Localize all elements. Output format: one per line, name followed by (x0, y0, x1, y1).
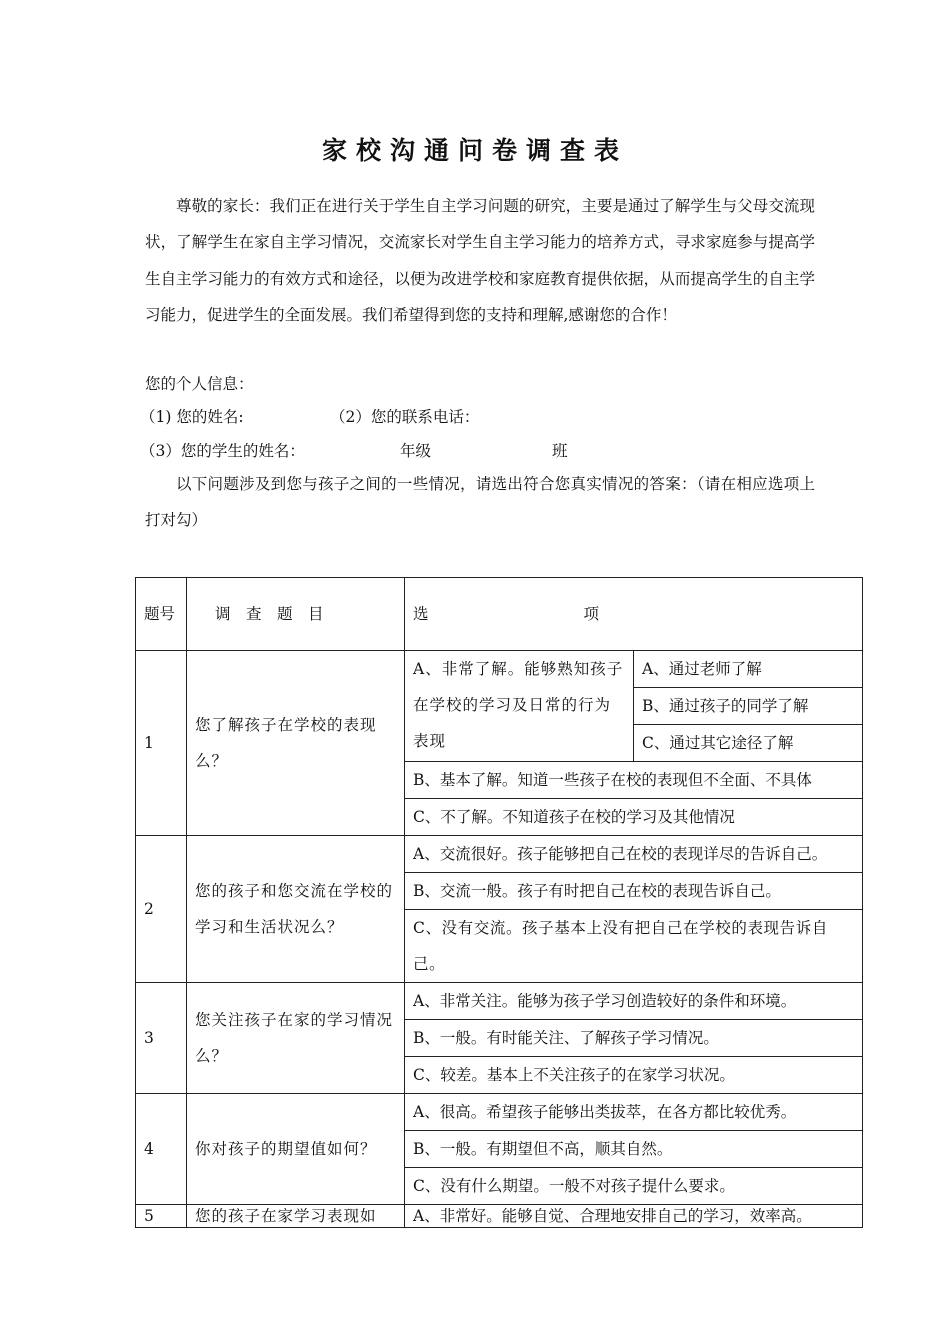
q4-number: 4 (136, 1094, 187, 1205)
q4-option-c[interactable]: C、没有什么期望。一般不对孩子提什么要求。 (405, 1168, 863, 1205)
q1-option-c[interactable]: C、不了解。不知道孩子在校的学习及其他情况 (405, 799, 863, 836)
instruction-text: 以下问题涉及到您与孩子之间的一些情况，请选出符合您真实情况的答案：（请在相应选项上打对勾） (145, 475, 815, 530)
instruction-paragraph (145, 466, 815, 539)
personal-info-heading: 您的个人信息： (145, 375, 254, 393)
q3-option-c[interactable]: C、较差。基本上不关注孩子的在家学习状况。 (405, 1057, 863, 1094)
q5-question: 您的孩子在家学习表现如 (187, 1205, 405, 1228)
q1-option-b[interactable]: B、基本了解。知道一些孩子在校的表现但不全面、不具体 (405, 762, 863, 799)
q2-question: 您的孩子和您交流在学校的学习和生活状况么？ (187, 836, 405, 983)
q3-number: 3 (136, 983, 187, 1094)
header-question: 调 查 题 目 (187, 578, 405, 651)
student-name-label: （3）您的学生的姓名： (140, 442, 305, 460)
page-title: 家校沟通问卷调查表 (321, 136, 628, 165)
header-num: 题号 (136, 578, 187, 651)
q1-sub-option-c[interactable]: C、通过其它途径了解 (634, 725, 863, 762)
q2-option-b[interactable]: B、交流一般。孩子有时把自己在校的表现告诉自己。 (405, 873, 863, 910)
q2-option-a[interactable]: A、交流很好。孩子能够把自己在校的表现详尽的告诉自己。 (405, 836, 863, 873)
table-row (136, 651, 863, 688)
q1-sub-option-a[interactable]: A、通过老师了解 (634, 651, 863, 688)
q4-option-b[interactable]: B、一般。有期望但不高，顺其自然。 (405, 1131, 863, 1168)
name-label: （1) 您的姓名: (140, 408, 244, 426)
table-row (136, 983, 863, 1020)
q5-option-a[interactable]: A、非常好。能够自觉、合理地安排自己的学习，效率高。 (405, 1205, 863, 1228)
intro-paragraph (145, 188, 815, 333)
q3-question: 您关注孩子在家的学习情况么？ (187, 983, 405, 1094)
q1-option-a[interactable]: A、非常了解。能够熟知孩子在学校的学习及日常的行为表现 (405, 651, 634, 762)
grade-label: 年级 (400, 442, 432, 460)
header-options: 选 项 (405, 578, 863, 651)
table-row (136, 1205, 863, 1228)
phone-label: （2）您的联系电话： (330, 408, 480, 426)
q2-number: 2 (136, 836, 187, 983)
survey-table (135, 577, 863, 1228)
table-row (136, 1094, 863, 1131)
class-label: 班 (552, 442, 568, 460)
table-row (136, 836, 863, 873)
q1-question: 您了解孩子在学校的表现么？ (187, 651, 405, 836)
q3-option-a[interactable]: A、非常关注。能够为孩子学习创造较好的条件和环境。 (405, 983, 863, 1020)
q2-option-c[interactable]: C、没有交流。孩子基本上没有把自己在学校的表现告诉自己。 (405, 910, 863, 983)
q4-option-a[interactable]: A、很高。希望孩子能够出类拔萃，在各方都比较优秀。 (405, 1094, 863, 1131)
q4-question: 你对孩子的期望值如何？ (187, 1094, 405, 1205)
q1-sub-option-b[interactable]: B、通过孩子的同学了解 (634, 688, 863, 725)
q3-option-b[interactable]: B、一般。有时能关注、了解孩子学习情况。 (405, 1020, 863, 1057)
q1-number: 1 (136, 651, 187, 836)
q5-number: 5 (136, 1205, 187, 1228)
intro-text: 尊敬的家长：我们正在进行关于学生自主学习问题的研究，主要是通过了解学生与父母交流现状，了解学生在家自主学习情况，交流家长对学生自主学习能力的培养方式，寻求家庭参与提高学生自主学习能力的有效方式和途径，以便为改进学校和家庭教育提供依据，从而提高学生的自主学习能力，促进学生的全面发展。我们希望得到您的支持和理解,感谢您的合作！ (145, 197, 815, 324)
table-header-row (136, 578, 863, 651)
